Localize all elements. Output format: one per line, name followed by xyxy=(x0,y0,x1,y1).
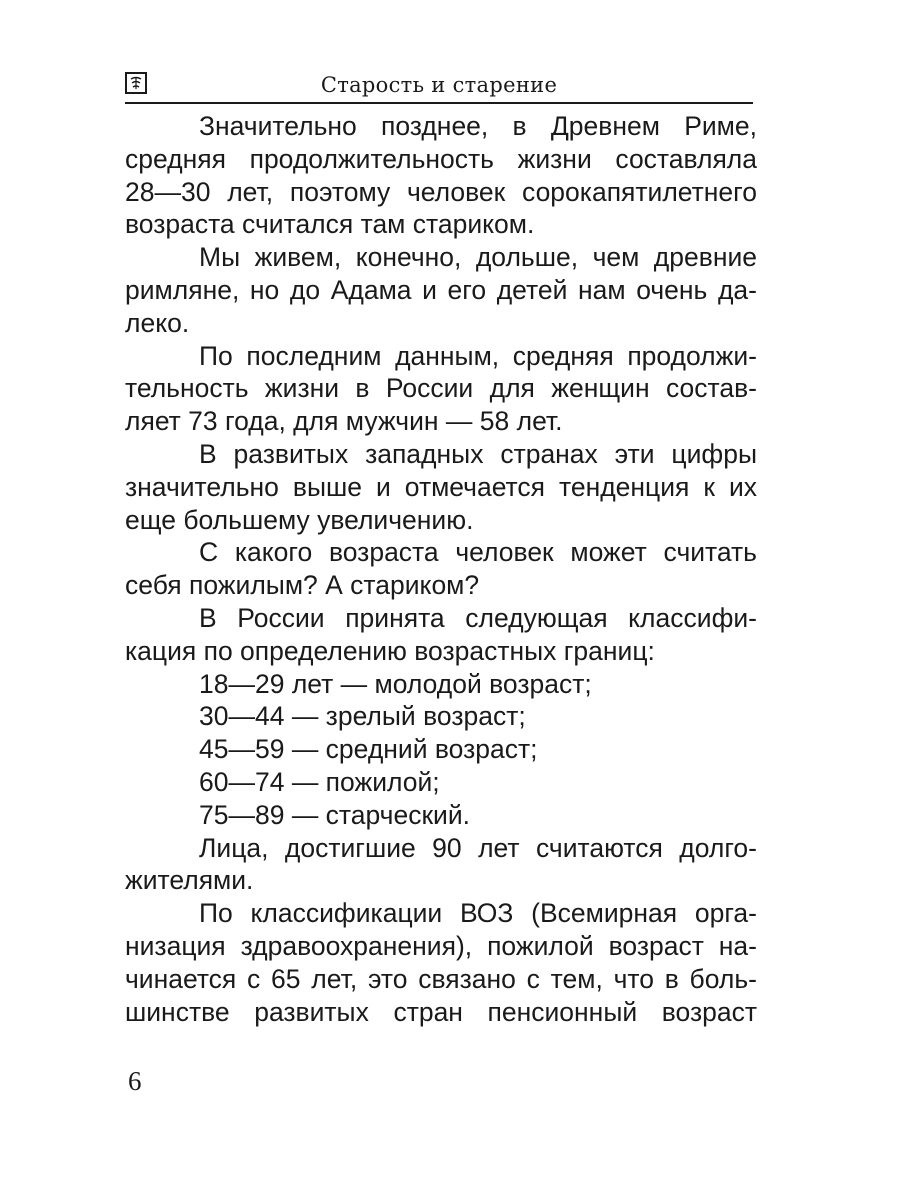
text-line: 28—30 лет, поэтому человек сорокапятилетнего xyxy=(125,176,757,207)
text-line: значительно выше и отмечается тенденция к их xyxy=(125,471,757,502)
text-line: шинстве развитых стран пенсионный возраст xyxy=(125,996,757,1027)
text-line: жителями. xyxy=(125,865,254,896)
text-line: По последним данным, средняя продолжи- xyxy=(199,340,757,371)
list-item: 60—74 — пожилой; xyxy=(199,766,440,797)
text-line: римляне, но до Адама и его детей нам очень да- xyxy=(125,274,757,305)
text-line: С какого возраста человек может считать xyxy=(199,537,757,568)
text-line: средняя продолжительность жизни составляла xyxy=(125,143,757,174)
text-line: возраста считался там стариком. xyxy=(125,209,535,240)
list-item: 18—29 лет — молодой возраст; xyxy=(199,668,592,699)
text-line: тельность жизни в России для женщин состав- xyxy=(125,373,757,404)
running-head-title: Старость и старение xyxy=(320,73,558,97)
text-line: чинается с 65 лет, это связано с тем, что в боль- xyxy=(125,963,757,994)
body-text xyxy=(125,110,757,1028)
text-line: В России принята следующая классифи- xyxy=(199,602,757,633)
text-line: кация по определению возрастных границ: xyxy=(125,635,655,666)
text-line: Лица, достигшие 90 лет считаются долго- xyxy=(199,832,757,863)
running-head xyxy=(125,72,753,104)
text-line: леко. xyxy=(125,307,190,338)
text-line: еще большему увеличению. xyxy=(125,504,474,535)
page-number: 6 xyxy=(128,1066,142,1096)
text-line: низация здравоохранения), пожилой возраст на- xyxy=(125,930,757,961)
list-item: 30—44 — зрелый возраст; xyxy=(199,701,526,732)
text-line: ляет 73 года, для мужчин — 58 лет. xyxy=(125,406,563,437)
text-line: Значительно позднее, в Древнем Риме, xyxy=(199,111,757,141)
list-item: 45—59 — средний возраст; xyxy=(199,734,538,765)
text-line: себя пожилым? А стариком? xyxy=(125,570,480,601)
list-item: 75—89 — старческий. xyxy=(199,799,471,830)
text-line: Мы живем, конечно, дольше, чем древние xyxy=(199,242,757,273)
text-line: В развитых западных странах эти цифры xyxy=(199,438,757,469)
text-line: По классификации ВОЗ (Всемирная орга- xyxy=(199,898,757,929)
